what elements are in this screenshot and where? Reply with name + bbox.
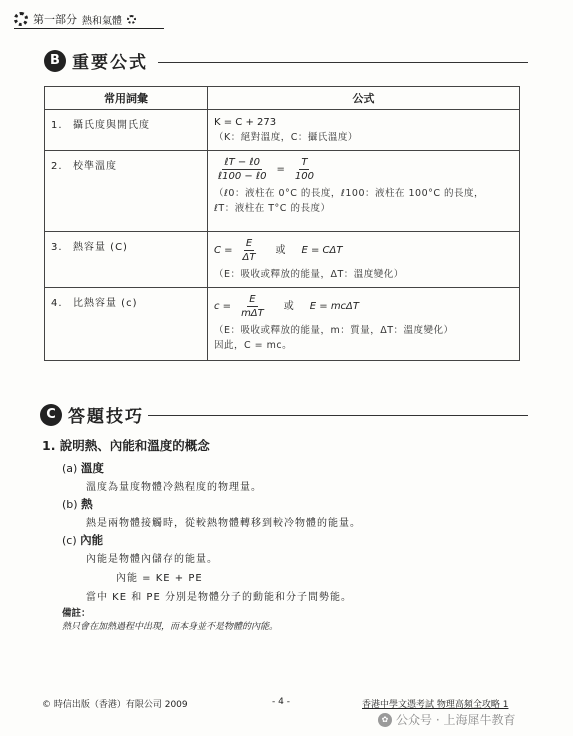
subheading-internal-energy (62, 532, 103, 548)
table-row (45, 232, 520, 288)
row-number: 4. (51, 298, 63, 309)
item-title: 溫度 (80, 461, 104, 475)
internal-energy-explanation: 當中 KE 和 PE 分別是物體分子的動能和分子間勢能。 (86, 592, 352, 603)
internal-energy-equation: 內能 = KE + PE (116, 573, 203, 584)
column-header-term: 常用詞彙 (45, 87, 208, 110)
table-header-row (45, 87, 520, 110)
section-b-rule (158, 62, 528, 63)
table-row (45, 151, 520, 232)
header-topic: 熱和氣體 (82, 15, 122, 27)
section-c-badge-icon: C (40, 404, 62, 426)
watermark (378, 711, 515, 728)
item-label: (b) (62, 498, 78, 511)
formula-note: （ℓ0：液柱在 0°C 的長度，ℓ100：液柱在 100°C 的長度， (214, 188, 485, 199)
item-title: 熱 (81, 497, 93, 511)
heat-capacity-equation (214, 237, 513, 264)
formula-note: （E：吸收或釋放的能量，m：質量，ΔT：溫度變化） (214, 325, 454, 336)
table-row (45, 110, 520, 151)
section-c-rule (148, 415, 528, 416)
equation-alt: E = CΔT (301, 245, 343, 256)
section-b-badge-icon: B (44, 50, 66, 72)
or-word: 或 (283, 301, 294, 312)
term-label: 比熱容量 (c) (73, 298, 138, 309)
formula-cell (208, 110, 520, 151)
section-b-heading (44, 48, 148, 73)
row-number: 2. (51, 161, 63, 172)
calibration-equation (214, 156, 513, 183)
remark-text: 熱只會在加熱過程中出現，而本身並不是物體的內能。 (62, 622, 279, 632)
temperature-text: 溫度為量度物體冷熱程度的物理量。 (86, 482, 262, 493)
subheading-temperature (62, 460, 104, 476)
table-row (45, 288, 520, 361)
page-number: - 4 - (272, 697, 290, 707)
publisher-credit: © 時信出版（香港）有限公司 2009 (42, 700, 188, 710)
fraction: $\frac{E}{\text{mΔT}}$ (241, 294, 264, 319)
formula-table (44, 86, 520, 361)
formula-cell (208, 232, 520, 288)
section-c-title: 答題技巧 (68, 407, 144, 427)
formula-note: 因此，C = mc。 (214, 340, 293, 351)
formula-cell (208, 288, 520, 361)
book-title: 香港中學文憑考試 物理高頻全攻略 1 (362, 700, 509, 710)
question-heading: 1. 說明熱、內能和溫度的概念 (42, 438, 210, 453)
formula-text: K = C + 273 (214, 117, 277, 128)
fraction-right: $\frac{T}{100}$ (294, 157, 314, 182)
term-cell (45, 151, 208, 232)
row-number: 3. (51, 242, 63, 253)
or-word: 或 (275, 245, 286, 256)
formula-note: （K：絕對溫度，C：攝氏溫度） (214, 132, 358, 143)
column-header-formula: 公式 (208, 87, 520, 110)
equation-lhs: c = (214, 301, 232, 312)
internal-energy-text: 內能是物體內儲存的能量。 (86, 554, 218, 565)
section-b-title: 重要公式 (72, 53, 148, 73)
term-label: 攝氏度與開氏度 (73, 120, 150, 131)
wechat-icon: ✿ (378, 713, 392, 727)
specific-heat-equation (214, 293, 513, 320)
formula-note: （E：吸收或釋放的能量，ΔT：溫度變化） (214, 269, 404, 280)
equation-lhs: C = (214, 245, 233, 256)
row-number: 1. (51, 120, 63, 131)
term-label: 校準溫度 (73, 161, 117, 172)
fraction-left: $\frac{\text{ℓT − ℓ0}}{\text{ℓ100 − ℓ0}}$ (218, 157, 267, 182)
term-label: 熱容量 (C) (73, 242, 128, 253)
term-cell (45, 288, 208, 361)
formula-note: ℓT：液柱在 T°C 的長度） (214, 203, 331, 214)
page-header (14, 10, 164, 29)
header-part: 第一部分 (33, 13, 77, 26)
gear-icon (14, 12, 28, 26)
remark-title: 備註： (62, 608, 91, 619)
small-gear-icon (127, 15, 136, 24)
equation-alt: E = mcΔT (309, 301, 360, 312)
section-c-heading (40, 402, 144, 427)
heat-text: 熱是兩物體接觸時，從較熱物體轉移到較冷物體的能量。 (86, 518, 361, 529)
watermark-text: 公众号 · 上海犀牛教育 (396, 713, 516, 727)
equals-sign: = (276, 164, 285, 175)
formula-cell (208, 151, 520, 232)
subheading-heat (62, 496, 93, 512)
fraction: $\frac{E}{\Delta T}$ (242, 238, 256, 263)
term-cell (45, 110, 208, 151)
item-label: (a) (62, 462, 78, 475)
term-cell (45, 232, 208, 288)
item-title: 內能 (80, 533, 104, 547)
item-label: (c) (62, 534, 77, 547)
